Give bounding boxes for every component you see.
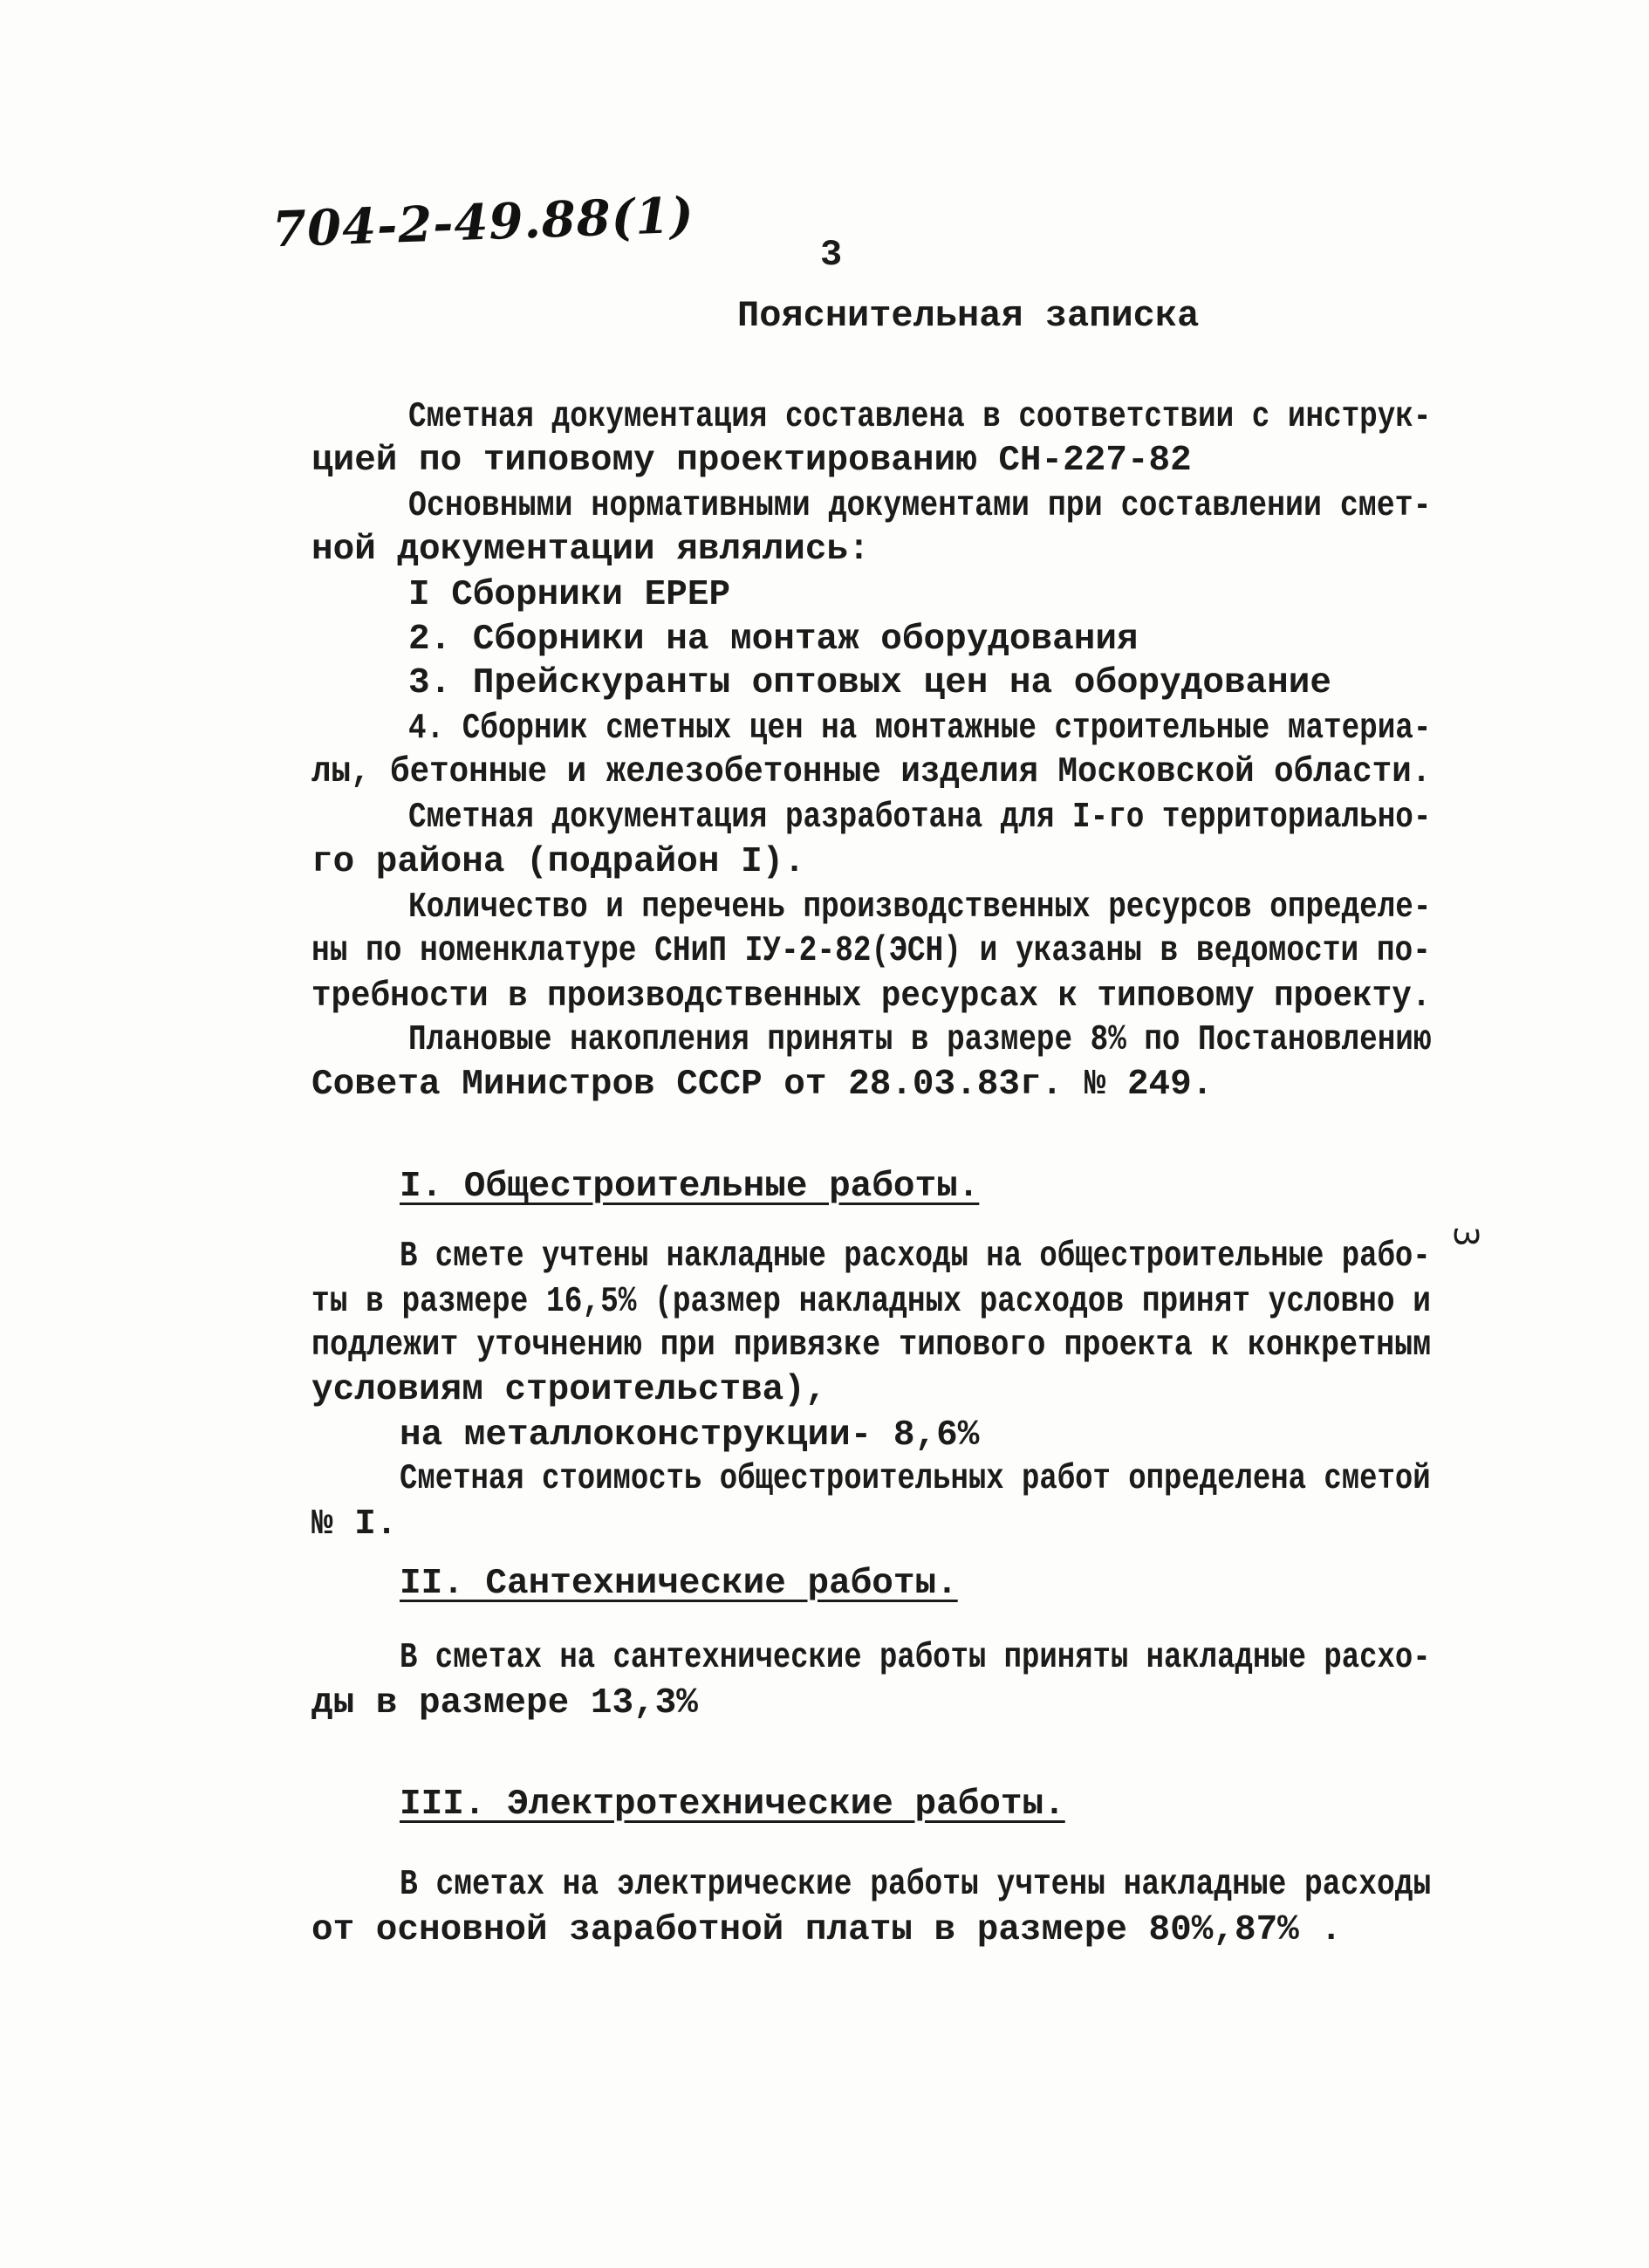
document-title: Пояснительная записка — [737, 295, 1200, 337]
section-heading-general-construction: I. Общестроительные работы. — [400, 1167, 980, 1207]
body-line: Сметная документация разработана для I-го территориально- — [408, 798, 1432, 838]
body-line: на металлоконструкции- 8,6% — [400, 1415, 980, 1456]
body-line: Количество и перечень производственных ресурсов определе- — [408, 887, 1432, 928]
margin-page-mark: 3 — [1447, 1225, 1486, 1248]
list-item: 2. Сборники на монтаж оборудования — [408, 620, 1139, 660]
body-line: ны по номенклатуре СНиП IУ-2-82(ЭСН) и указаны в ведомости по- — [311, 931, 1431, 971]
body-line: го района (подрайон I). — [311, 842, 805, 882]
body-line: В сметах на сантехнические работы приняты накладные расхо- — [400, 1638, 1431, 1678]
section-heading-plumbing: II. Сантехнические работы. — [400, 1564, 958, 1604]
body-line: Сметная документация составлена в соответствии с инструк- — [408, 397, 1432, 437]
handwritten-document-code: 704-2-49.88(1) — [270, 186, 695, 259]
body-line: № I. — [311, 1504, 398, 1545]
list-item: 3. Прейскуранты оптовых цен на оборудование — [408, 663, 1331, 703]
body-line: лы, бетонные и железобетонные изделия Московской области. — [311, 752, 1432, 792]
body-line: В смете учтены накладные расходы на общестроительные рабо- — [400, 1237, 1431, 1277]
list-item: 4. Сборник сметных цен на монтажные строительные материа- — [408, 709, 1432, 749]
section-heading-electrical: III. Электротехнические работы. — [400, 1785, 1065, 1825]
body-line: требности в производственных ресурсах к типовому проекту. — [311, 976, 1432, 1017]
body-line: подлежит уточнению при привязке типового проекта к конкретным — [311, 1326, 1432, 1366]
body-line: Основными нормативными документами при составлении смет- — [408, 486, 1432, 526]
body-line: ной документации являлись: — [311, 530, 870, 570]
body-line: от основной заработной платы в размере 80%,87% . — [311, 1910, 1342, 1950]
body-line: Сметная стоимость общестроительных работ определена сметой — [400, 1459, 1431, 1499]
page-number: 3 — [820, 234, 843, 276]
body-line: ды в размере 13,3% — [311, 1683, 698, 1723]
body-line: Совета Министров СССР от 28.03.83г. № 249. — [311, 1065, 1214, 1105]
body-line: условиям строительства), — [311, 1370, 827, 1410]
body-line: ты в размере 16,5% (размер накладных расходов принят условно и — [311, 1282, 1431, 1322]
list-item: I Сборники ЕРЕР — [408, 575, 731, 615]
body-line: цией по типовому проектированию СН-227-82 — [311, 441, 1192, 481]
body-line: Плановые накопления приняты в размере 8% по Постановлению — [408, 1020, 1432, 1060]
body-line: В сметах на электрические работы учтены накладные расходы — [400, 1865, 1432, 1905]
